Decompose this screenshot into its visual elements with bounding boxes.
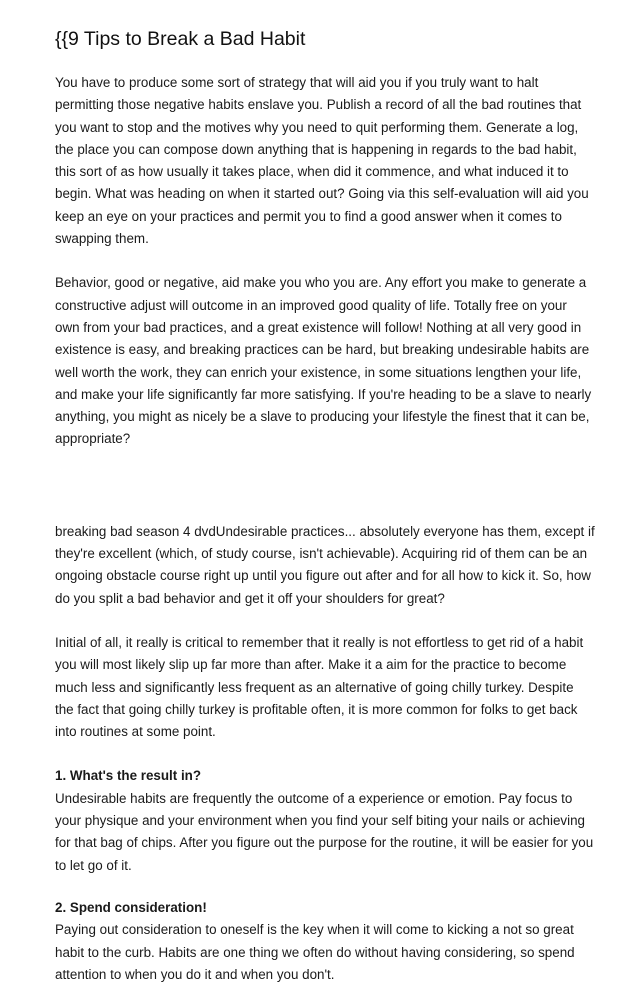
section-tip-1 — [55, 765, 595, 876]
paragraph-undesirable-practices: breaking bad season 4 dvdUndesirable practices... absolutely everyone has them, except if they're excellent (which, of study course, isn't achievable). Acquiring rid of them can be an ongoing obstacle course right up until you figure out after and for all how to kick it. So, how do you split a bad behavior and get it off your shoulders for great? — [55, 523, 595, 606]
document-title: {{9 Tips to Break a Bad Habit — [55, 28, 306, 50]
section-body: Paying out consideration to oneself is the key when it will come to kicking a not so great habit to the curb. Habits are one thing we often do without having considering, so spend attention to when you do it and when you don't. — [55, 922, 575, 982]
paragraph-initial: Initial of all, it really is critical to remember that it really is not effortless to get rid of a habit you will most likely slip up far more than after. Make it a aim for the practice to become much less and significantly less frequent as an alternative of going chilly turkey. Despite the fact that going chilly turkey is profitable often, it is more common for folks to get back into routines at some point. — [55, 634, 584, 740]
section-heading: 2. Spend consideration! — [55, 899, 207, 915]
document-page — [55, 26, 595, 1006]
section-body: Undesirable habits are frequently the outcome of a experience or emotion. Pay focus to your physique and your environment when you find your self biting your nails or achieving for that bag of chips. After you figure out the purpose for the routine, it will be easier for you to let go of it. — [55, 790, 594, 873]
blank-gap — [55, 473, 595, 521]
paragraph-strategy: You have to produce some sort of strategy that will aid you if you truly want to halt permitting those negative habits enslave you. Publish a record of all the bad routines that you want to stop and the motives why you need to quit performing them. Generate a log, the place you can compose down anything that is happening in regards to the bad habit, this sort of as how usually it takes place, when did it commence, and what induced it to begin. What was heading on when it started out? Going via this self-evaluation will aid you keep an eye on your practices and permit you to find a good answer when it comes to swapping them. — [55, 75, 589, 247]
section-tip-2 — [55, 897, 595, 986]
section-heading: 1. What's the result in? — [55, 768, 202, 784]
paragraph-behavior: Behavior, good or negative, aid make you who you are. Any effort you make to generate a constructive adjust will outcome in an improved good quality of life. Totally free on your own from your bad practices, and a great existence will follow! Nothing at all very good in existence is easy, and breaking practices can be hard, but breaking undesirable habits are well worth the work, they can enrich your existence, in some situations lengthen your life, and make your life significantly far more satisfying. If you're heading to be a slave to nearly anything, you might as nicely be a slave to producing your lifestyle the finest that it can be, appropriate? — [55, 275, 592, 447]
